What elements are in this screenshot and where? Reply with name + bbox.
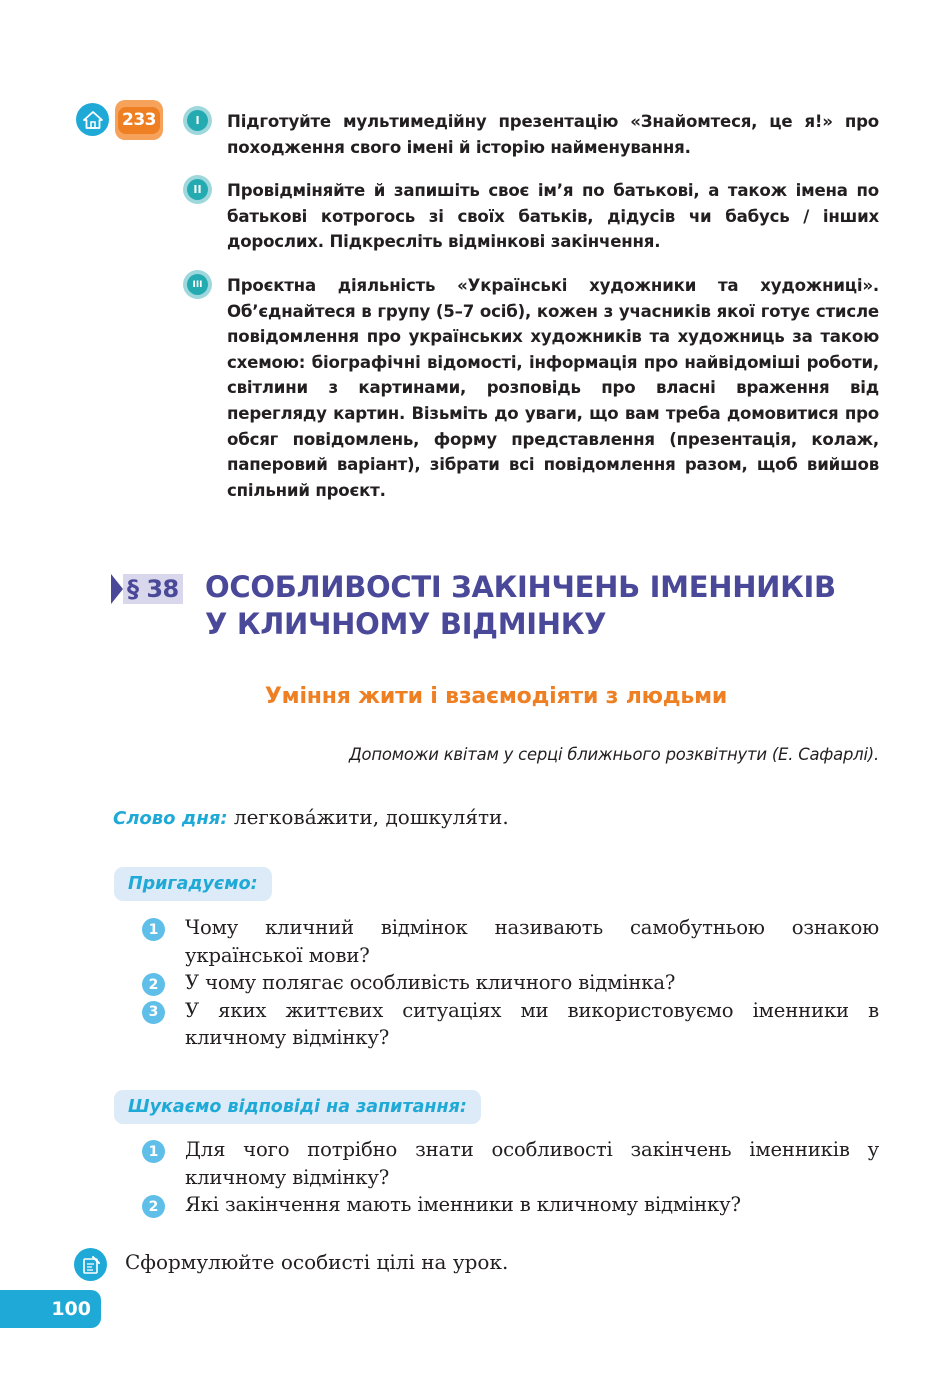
paragraph-marker-arrow [111, 574, 123, 604]
list-item [142, 1191, 880, 1219]
question-text: У яких життєвих ситуаціях ми використовуємо іменники в кличному відмінку? [185, 998, 879, 1049]
page-title [205, 569, 885, 643]
level-label: III [187, 274, 208, 295]
level-badge [183, 270, 212, 299]
search-list [142, 1136, 880, 1219]
task-level-3 [183, 273, 883, 503]
home-icon [76, 103, 109, 136]
list-item [142, 969, 880, 997]
recall-label: Пригадуємо: [114, 867, 272, 901]
goal-icon [74, 1248, 107, 1281]
number-bullet: 1 [142, 1140, 165, 1163]
question-text: Чому кличний відмінок називають самобутньою ознакою української мови? [185, 916, 879, 967]
level-label: I [187, 110, 208, 131]
task-level-1 [183, 109, 883, 160]
number-bullet: 3 [142, 1001, 165, 1024]
page-number: 100 [0, 1290, 101, 1328]
epigraph: Допоможи квітам у серці ближнього розквітнути (Е. Сафарлі). [348, 745, 879, 764]
paragraph-number: § 38 [123, 574, 183, 604]
list-item [142, 997, 880, 1052]
title-line-1: ОСОБЛИВОСТІ ЗАКІНЧЕНЬ ІМЕННИКІВ [205, 570, 836, 604]
question-text: Для чого потрібно знати особливості закінчень іменників у кличному відмінку? [185, 1138, 879, 1189]
level-label: II [187, 179, 208, 200]
paragraph-marker [111, 574, 183, 604]
question-text: У чому полягає особливість кличного відмінка? [185, 971, 676, 994]
task-text: Підготуйте мультимедійну презентацію «Знайомтеся, це я!» про походження свого імені й історію найменування. [227, 112, 879, 157]
number-bullet: 1 [142, 918, 165, 941]
search-label: Шукаємо відповіді на запитання: [114, 1090, 481, 1124]
list-item [142, 914, 880, 969]
recall-list [142, 914, 880, 1052]
word-of-day-label: Слово дня: [113, 808, 228, 829]
exercise-number: 233 [118, 107, 160, 134]
word-of-day [113, 805, 509, 829]
title-line-2: У КЛИЧНОМУ ВІДМІНКУ [205, 607, 607, 641]
task-text: Проєктна діяльність «Українські художники та художниці». Об’єднайтеся в групу (5–7 осіб), кожен з учасників якої готує стисле повідомлення про українських художників та художниць за такою схемою: біографічні відомості, інформація про найвідоміші роботи, світлини з картинами, розповідь про власні враження від перегляду картин. Візьміть до уваги, що вам треба домовитися про обсяг повідомлень, форму представлення (презентація, колаж, паперовий варіант), зібрати всі повідомлення разом, щоб вийшов спільний проєкт. [227, 276, 879, 500]
task-text: Провідміняйте й запишіть своє ім’я по батькові, а також імена по батькові котрогось зі своїх батьків, дідусів чи бабусь / інших дорослих. Підкресліть відмінкові закінчення. [227, 181, 879, 252]
level-badge [183, 106, 212, 135]
word-of-day-value: легкова́жити, дошкуля́ти. [233, 805, 509, 829]
number-bullet: 2 [142, 1195, 165, 1218]
exercise-number-badge [115, 100, 163, 140]
task-level-2 [183, 178, 883, 255]
list-item [142, 1136, 880, 1191]
section-subtitle: Уміння жити і взаємодіяти з людьми [264, 684, 728, 709]
goal-text: Сформулюйте особисті цілі на урок. [125, 1250, 509, 1274]
number-bullet: 2 [142, 973, 165, 996]
level-badge [183, 175, 212, 204]
question-text: Які закінчення мають іменники в кличному відмінку? [185, 1193, 741, 1216]
